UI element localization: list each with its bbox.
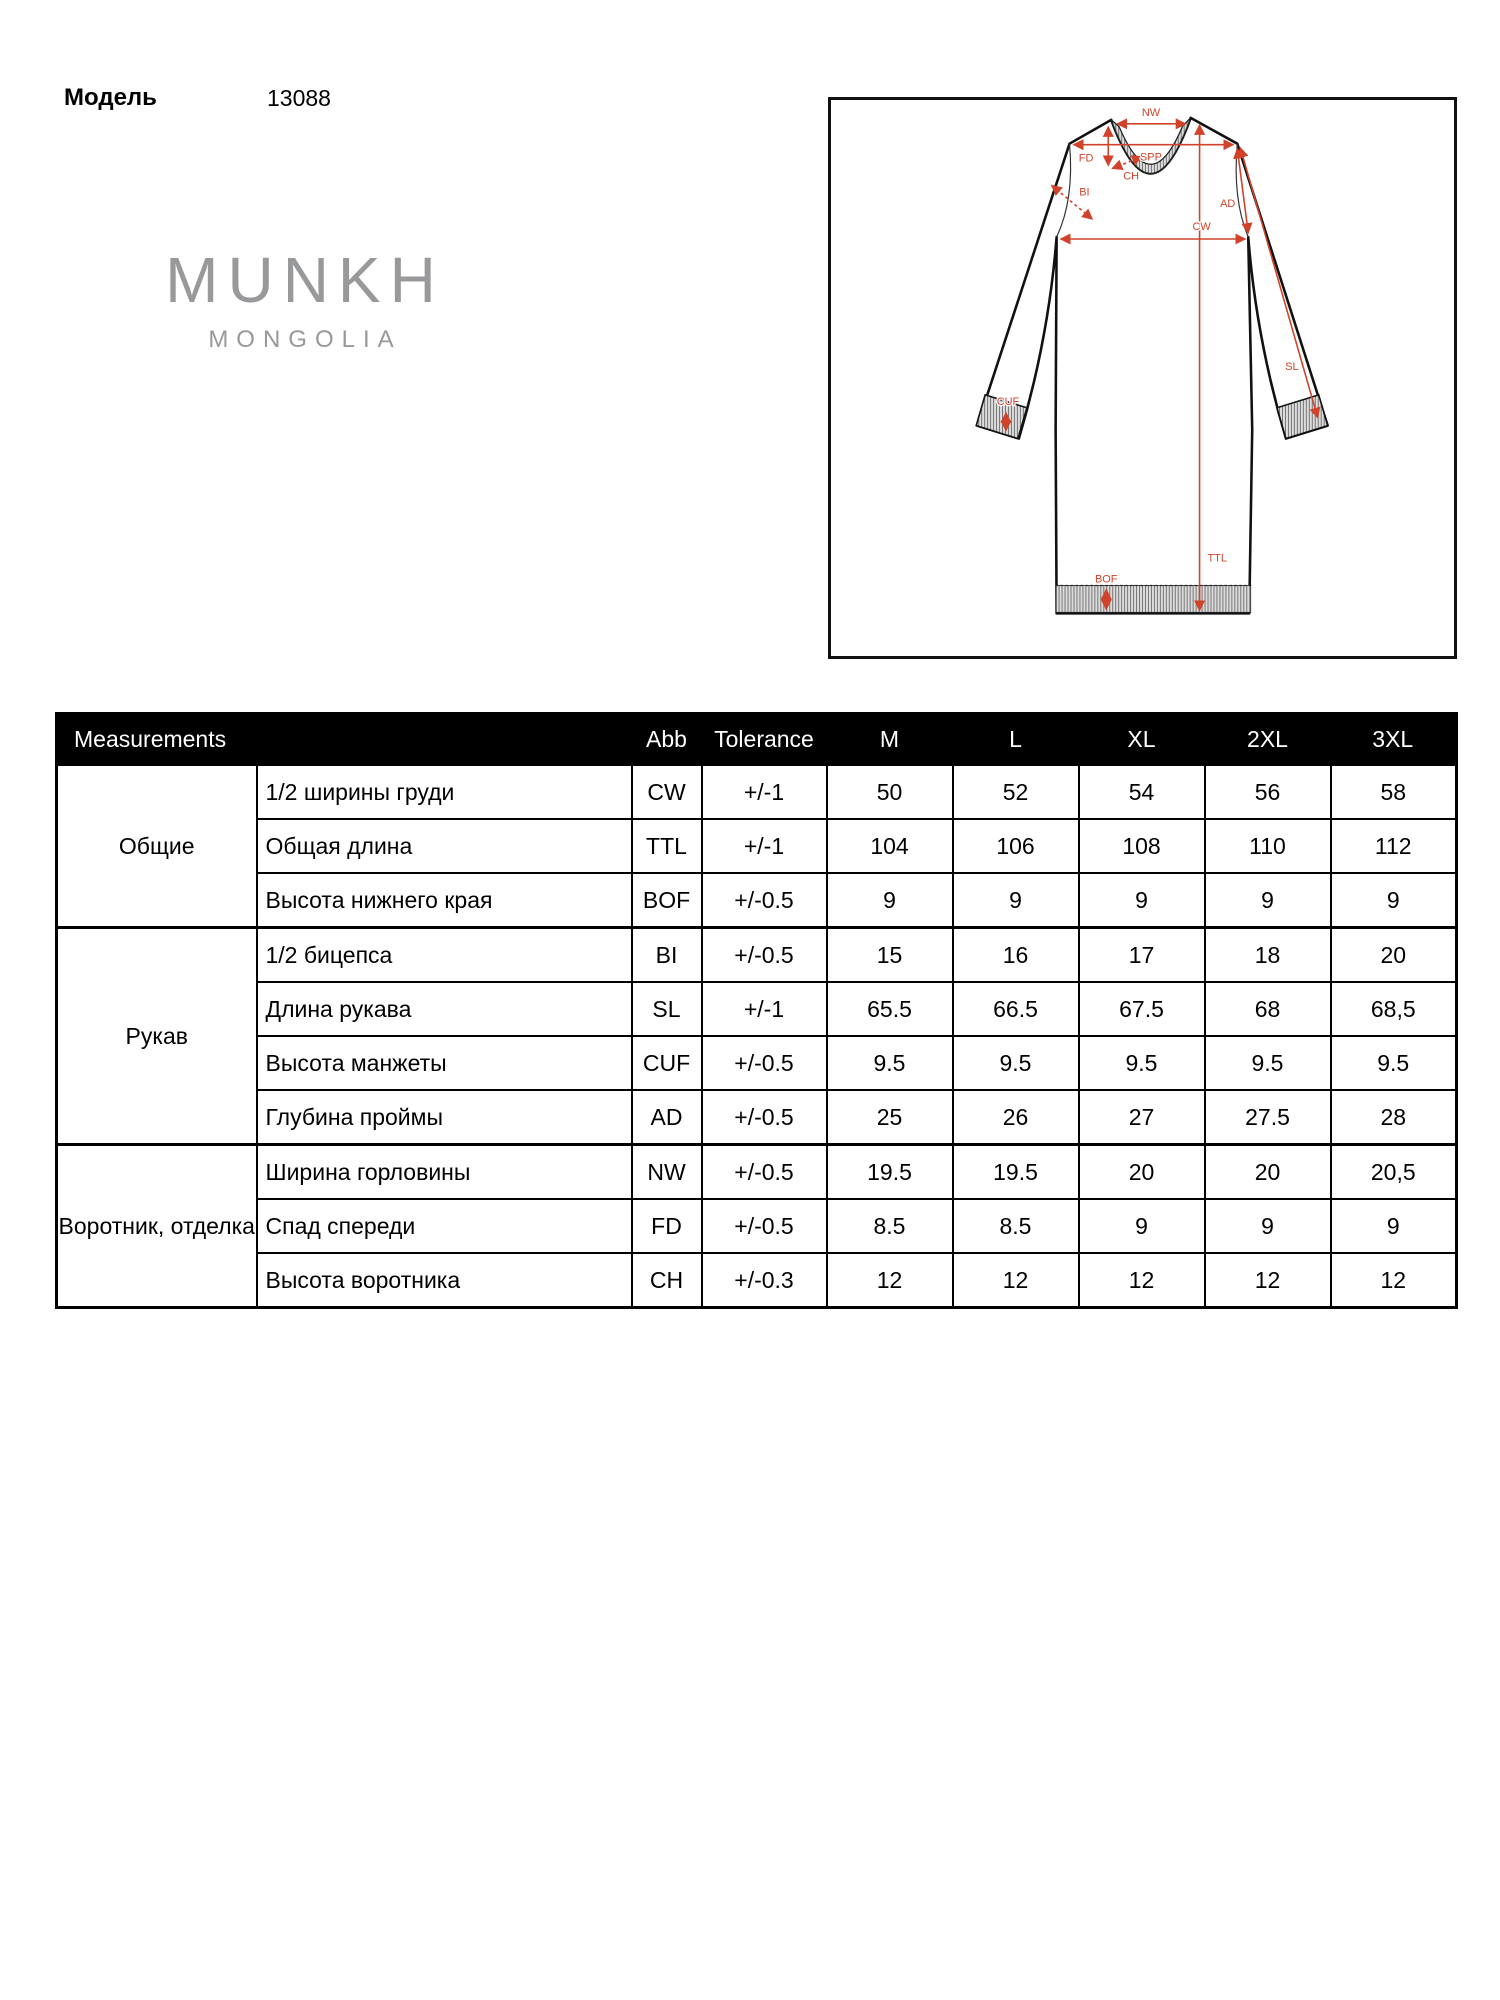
tolerance-cell: +/-0.5 — [702, 1145, 827, 1200]
size-value-cell: 17 — [1079, 928, 1205, 983]
size-value-cell: 67.5 — [1079, 982, 1205, 1036]
table-row — [57, 1090, 1457, 1145]
size-value-cell: 68,5 — [1331, 982, 1457, 1036]
size-value-cell: 8.5 — [827, 1199, 953, 1253]
garment-flat-sketch — [831, 100, 1454, 656]
table-row — [57, 765, 1457, 820]
abb-cell: SL — [632, 982, 702, 1036]
abb-cell: CUF — [632, 1036, 702, 1090]
spp-label: SPP — [1140, 151, 1162, 164]
group-label: Воротник, отделка — [57, 1145, 257, 1308]
header-cell: Abb — [632, 714, 702, 765]
table-row — [57, 1036, 1457, 1090]
hem-rib — [1056, 586, 1251, 613]
brand-name: MUNKH — [165, 244, 445, 316]
tolerance-cell: +/-0.5 — [702, 1199, 827, 1253]
size-value-cell: 20,5 — [1331, 1145, 1457, 1200]
header-cell: Measurements — [57, 714, 632, 765]
size-value-cell: 26 — [953, 1090, 1079, 1145]
size-value-cell: 12 — [1205, 1253, 1331, 1308]
nw-label: NW — [1141, 106, 1161, 119]
size-value-cell: 9 — [1205, 873, 1331, 928]
abb-cell: CH — [632, 1253, 702, 1308]
header-cell: Tolerance — [702, 714, 827, 765]
model-label: Модель — [64, 84, 157, 111]
size-value-cell: 15 — [827, 928, 953, 983]
size-value-cell: 12 — [953, 1253, 1079, 1308]
table-header — [57, 714, 1457, 765]
abb-cell: FD — [632, 1199, 702, 1253]
size-value-cell: 104 — [827, 819, 953, 873]
table-row — [57, 1199, 1457, 1253]
size-value-cell: 8.5 — [953, 1199, 1079, 1253]
size-value-cell: 9 — [1079, 1199, 1205, 1253]
cw-label: CW — [1192, 221, 1211, 234]
size-value-cell: 9 — [1079, 873, 1205, 928]
measurement-name: Высота нижнего края — [257, 873, 632, 928]
header-cell: 3XL — [1331, 714, 1457, 765]
measurement-name: Общая длина — [257, 819, 632, 873]
size-value-cell: 20 — [1331, 928, 1457, 983]
size-value-cell: 65.5 — [827, 982, 953, 1036]
size-value-cell: 18 — [1205, 928, 1331, 983]
tolerance-cell: +/-0.5 — [702, 1090, 827, 1145]
tolerance-cell: +/-1 — [702, 765, 827, 820]
measurement-name: Длина рукава — [257, 982, 632, 1036]
size-value-cell: 9 — [827, 873, 953, 928]
measurement-name: Высота манжеты — [257, 1036, 632, 1090]
bi-label: BI — [1079, 186, 1090, 199]
ad-label: AD — [1220, 198, 1236, 211]
garment-outline — [977, 118, 1327, 613]
abb-cell: AD — [632, 1090, 702, 1145]
size-value-cell: 58 — [1331, 765, 1457, 820]
header-cell: L — [953, 714, 1079, 765]
abb-cell: BOF — [632, 873, 702, 928]
tolerance-cell: +/-1 — [702, 982, 827, 1036]
group-label: Рукав — [57, 928, 257, 1145]
size-value-cell: 9 — [1331, 1199, 1457, 1253]
size-value-cell: 25 — [827, 1090, 953, 1145]
table-row — [57, 982, 1457, 1036]
size-value-cell: 112 — [1331, 819, 1457, 873]
size-value-cell: 9.5 — [953, 1036, 1079, 1090]
measurement-name: Спад спереди — [257, 1199, 632, 1253]
measurement-name: Ширина горловины — [257, 1145, 632, 1200]
header-cell: XL — [1079, 714, 1205, 765]
group-label: Общие — [57, 765, 257, 928]
size-value-cell: 66.5 — [953, 982, 1079, 1036]
sl-label: SL — [1285, 361, 1299, 374]
abb-cell: TTL — [632, 819, 702, 873]
size-value-cell: 12 — [1079, 1253, 1205, 1308]
table-row — [57, 1253, 1457, 1308]
ttl-label: TTL — [1207, 552, 1227, 565]
ch-label: CH — [1123, 170, 1139, 183]
size-value-cell: 50 — [827, 765, 953, 820]
brand-logo — [130, 244, 480, 354]
size-value-cell: 108 — [1079, 819, 1205, 873]
tolerance-cell: +/-0.5 — [702, 1036, 827, 1090]
size-value-cell: 106 — [953, 819, 1079, 873]
size-value-cell: 52 — [953, 765, 1079, 820]
measurement-name: Глубина проймы — [257, 1090, 632, 1145]
size-value-cell: 20 — [1079, 1145, 1205, 1200]
tolerance-cell: +/-0.3 — [702, 1253, 827, 1308]
cuf-label: CUF — [996, 395, 1020, 408]
tolerance-cell: +/-0.5 — [702, 873, 827, 928]
tolerance-cell: +/-0.5 — [702, 928, 827, 983]
size-value-cell: 9.5 — [827, 1036, 953, 1090]
table-row — [57, 1145, 1457, 1200]
bof-label: BOF — [1095, 573, 1118, 586]
size-value-cell: 27.5 — [1205, 1090, 1331, 1145]
size-value-cell: 20 — [1205, 1145, 1331, 1200]
size-value-cell: 12 — [827, 1253, 953, 1308]
size-value-cell: 56 — [1205, 765, 1331, 820]
model-number: 13088 — [267, 85, 331, 111]
size-value-cell: 19.5 — [953, 1145, 1079, 1200]
brand-subtitle: MONGOLIA — [208, 326, 402, 353]
size-value-cell: 16 — [953, 928, 1079, 983]
abb-cell: BI — [632, 928, 702, 983]
size-value-cell: 54 — [1079, 765, 1205, 820]
abb-cell: CW — [632, 765, 702, 820]
garment-diagram — [828, 97, 1457, 659]
size-value-cell: 9 — [1331, 873, 1457, 928]
size-value-cell: 68 — [1205, 982, 1331, 1036]
table-row — [57, 819, 1457, 873]
measurement-name: Высота воротника — [257, 1253, 632, 1308]
size-value-cell: 9 — [953, 873, 1079, 928]
size-value-cell: 9.5 — [1079, 1036, 1205, 1090]
size-value-cell: 9 — [1205, 1199, 1331, 1253]
size-value-cell: 110 — [1205, 819, 1331, 873]
size-value-cell: 27 — [1079, 1090, 1205, 1145]
table-body — [57, 765, 1457, 1308]
table-row — [57, 928, 1457, 983]
tolerance-cell: +/-1 — [702, 819, 827, 873]
size-value-cell: 12 — [1331, 1253, 1457, 1308]
abb-cell: NW — [632, 1145, 702, 1200]
measurements-table — [55, 712, 1458, 1309]
header-cell: 2XL — [1205, 714, 1331, 765]
measurement-name: 1/2 ширины груди — [257, 765, 632, 820]
size-value-cell: 9.5 — [1205, 1036, 1331, 1090]
measurement-name: 1/2 бицепса — [257, 928, 632, 983]
fd-label: FD — [1078, 152, 1094, 165]
size-value-cell: 9.5 — [1331, 1036, 1457, 1090]
size-value-cell: 28 — [1331, 1090, 1457, 1145]
header-cell: M — [827, 714, 953, 765]
size-value-cell: 19.5 — [827, 1145, 953, 1200]
table-row — [57, 873, 1457, 928]
